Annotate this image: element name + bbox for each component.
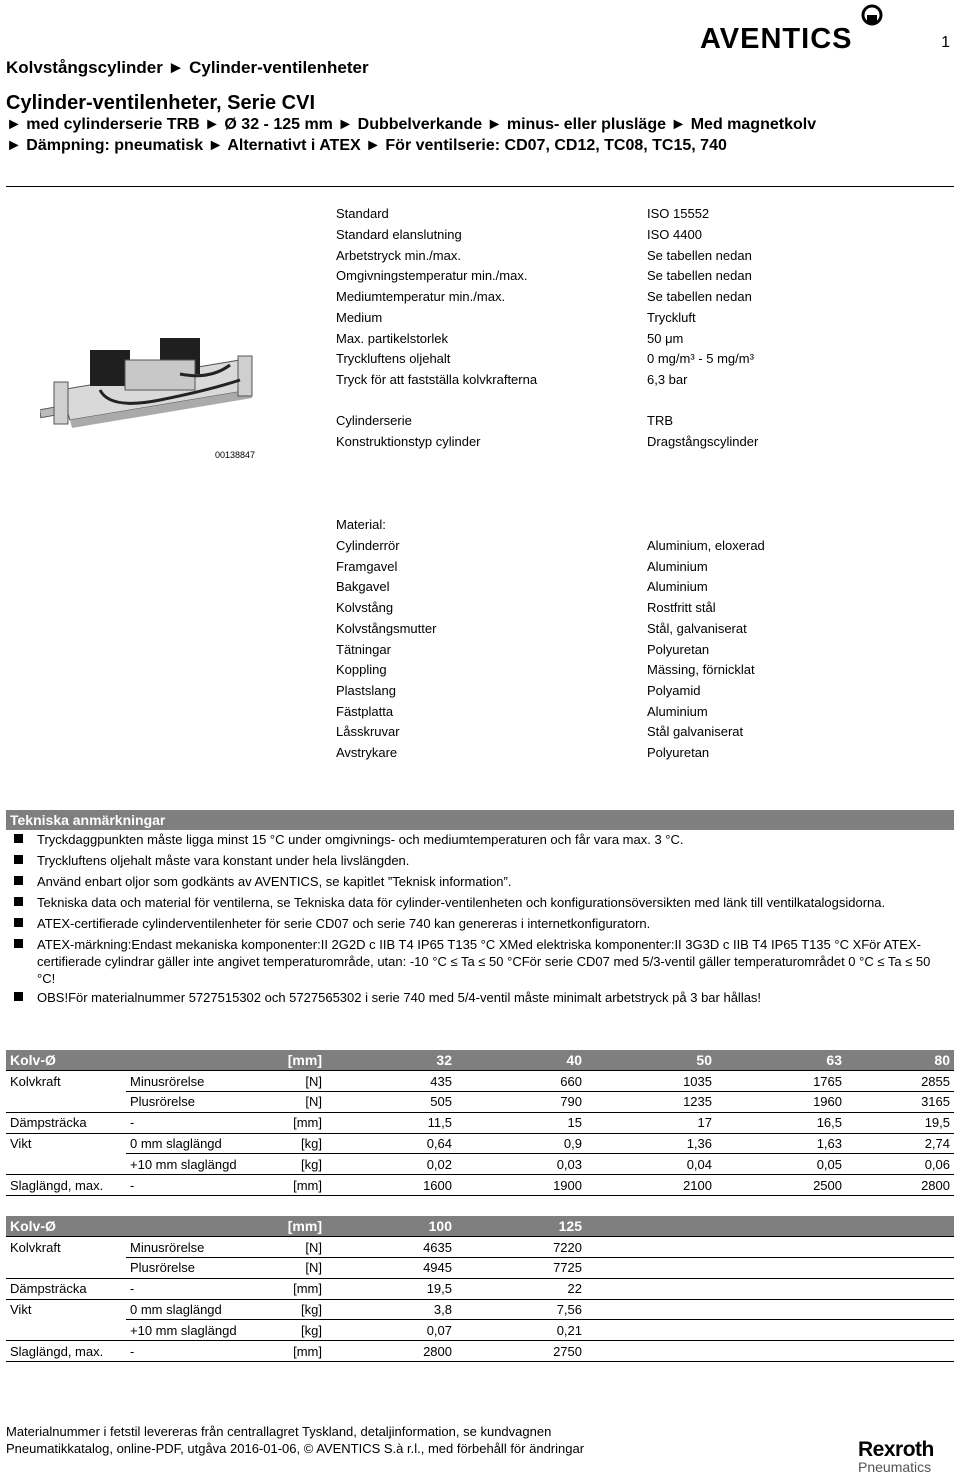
spec-value: Se tabellen nedan xyxy=(647,268,752,284)
spec-label: Arbetstryck min./max. xyxy=(336,247,461,263)
table-cell xyxy=(846,1341,954,1362)
table-cell: Kolvkraft xyxy=(10,1073,61,1089)
note-text: Tryckdaggpunkten måste ligga minst 15 °C under omgivnings- och mediumtemperaturen och får vara max. 3 °C. xyxy=(37,832,684,847)
bullet-icon xyxy=(14,939,23,948)
subtitle-line-2: ► Dämpning: pneumatisk ► Alternativt i ATEX ► För ventilserie: CD07, CD12, TC08, TC15, 740 xyxy=(6,137,727,154)
table-cell: 0,03 xyxy=(456,1154,586,1175)
table-cell: 435 xyxy=(326,1071,456,1092)
table-header-cell: 50 xyxy=(586,1050,716,1071)
table-cell: [N] xyxy=(256,1258,326,1279)
table-row xyxy=(6,1092,954,1113)
table-cell: 2800 xyxy=(846,1175,954,1196)
table-header-row xyxy=(6,1050,954,1071)
table-cell xyxy=(846,1237,954,1258)
spec-value: Rostfritt stål xyxy=(647,600,716,616)
table-cell: 505 xyxy=(326,1092,456,1113)
table-row xyxy=(6,1341,954,1362)
spec-value: Aluminium xyxy=(647,579,708,595)
table-header-cell xyxy=(846,1216,954,1237)
note-item xyxy=(14,831,940,848)
table-cell: 0,02 xyxy=(326,1154,456,1175)
table-cell: [N] xyxy=(256,1237,326,1258)
table-cell xyxy=(716,1237,846,1258)
spec-label: Bakgavel xyxy=(336,579,390,595)
spec-label: Avstrykare xyxy=(336,745,398,760)
table-cell: 0,64 xyxy=(326,1133,456,1154)
table-cell xyxy=(846,1258,954,1279)
table-header-cell: 80 xyxy=(846,1050,954,1071)
rexroth-logo: Rexroth xyxy=(858,1438,934,1461)
table-cell: Minusrörelse xyxy=(126,1071,256,1092)
note-text: Tekniska data och material för ventilerna, se Tekniska data för cylinder-ventilenheten och konfigurationsöversikten med länk till ventilkatalogsidorna. xyxy=(37,895,886,910)
header-divider xyxy=(6,186,954,187)
note-text: ATEX-märkning:Endast mekaniska komponenter:II 2G2D c IIB T4 IP65 T135 °C XMed elektriska komponenter:II 3G3D c IIB T4 IP65 T135 °C XFör ATEX-certifierade cylindrar gäller inte angivet temperaturområde, utan: -10 °C ≤ Ta ≤ 50 °CFör serie CD07 med 5/3-ventil gäller temperaturområdet 0 °C ≤ Ta ≤ 50 °C! xyxy=(37,937,931,986)
footer-line-1: Materialnummer i fetstil levereras från centrallagret Tyskland, detaljinformation, se kundvagnen xyxy=(6,1424,552,1439)
spec-value: Se tabellen nedan xyxy=(647,247,752,263)
note-item xyxy=(14,873,940,890)
table-header-cell xyxy=(716,1216,846,1237)
table-cell: 16,5 xyxy=(716,1112,846,1133)
table-cell xyxy=(846,1278,954,1299)
table-row xyxy=(6,1320,954,1341)
spec-label: Fästplatta xyxy=(336,703,394,719)
spec-value: Stål, galvaniserat xyxy=(647,620,747,636)
table-cell: 1960 xyxy=(716,1092,846,1113)
table-cell: 1,36 xyxy=(586,1133,716,1154)
table-cell xyxy=(846,1320,954,1341)
table-cell xyxy=(586,1237,716,1258)
table-cell xyxy=(846,1299,954,1320)
data-table-1 xyxy=(6,1050,954,1196)
table-cell xyxy=(586,1258,716,1279)
table-cell: 22 xyxy=(456,1278,586,1299)
spec-value: Polyamid xyxy=(647,682,701,698)
table-cell xyxy=(6,1320,126,1341)
table-cell: Plusrörelse xyxy=(126,1092,256,1113)
table-cell: 15 xyxy=(456,1112,586,1133)
table-header-cell: 125 xyxy=(456,1216,586,1237)
note-text: ATEX-certifierade cylinderventilenheter för serie CD07 och serie 740 kan genereras i internetkonfiguratorn. xyxy=(37,916,651,931)
spec-label: Max. partikelstorlek xyxy=(336,330,448,346)
table-cell: 0,06 xyxy=(846,1154,954,1175)
table-cell: +10 mm slaglängd xyxy=(126,1320,256,1341)
spec-label: Framgavel xyxy=(336,558,398,574)
spec-value: Tryckluft xyxy=(647,309,696,325)
product-photo xyxy=(40,320,280,440)
table-cell: [mm] xyxy=(256,1112,326,1133)
spec-value: ISO 15552 xyxy=(647,206,710,221)
table-cell: 2800 xyxy=(326,1341,456,1362)
spec-value: Dragstångscylinder xyxy=(647,434,759,449)
table-cell: Vikt xyxy=(10,1302,32,1318)
table-cell: [N] xyxy=(256,1092,326,1113)
table-row xyxy=(6,1258,954,1279)
table-header-cell: Kolv-Ø xyxy=(6,1216,126,1237)
table-cell: 19,5 xyxy=(326,1278,456,1299)
table-row xyxy=(6,1175,954,1196)
table-header-cell xyxy=(586,1216,716,1237)
table-cell: Dämpsträcka xyxy=(6,1278,126,1299)
spec-value: 6,3 bar xyxy=(647,372,688,387)
note-text: OBS!För materialnummer 5727515302 och 5727565302 i serie 740 med 5/4-ventil måste minimalt arbetstryck på 3 bar hållas! xyxy=(37,990,762,1005)
spec-label: Omgivningstemperatur min./max. xyxy=(336,268,528,284)
spec-value: ISO 4400 xyxy=(647,226,702,242)
note-item xyxy=(14,989,940,1006)
table-cell: 7725 xyxy=(456,1258,586,1279)
table-cell xyxy=(586,1320,716,1341)
table-cell: [kg] xyxy=(256,1299,326,1320)
table-cell: Plusrörelse xyxy=(126,1258,256,1279)
table-cell: Slaglängd, max. xyxy=(6,1175,126,1196)
table-cell: [kg] xyxy=(256,1133,326,1154)
photo-id: 00138847 xyxy=(215,450,256,460)
table-cell: [kg] xyxy=(256,1320,326,1341)
table-row xyxy=(6,1154,954,1175)
spec-value: Aluminium xyxy=(647,703,708,719)
note-text: Tryckluftens oljehalt måste vara konstant under hela livslängden. xyxy=(37,853,410,868)
table-cell: 1235 xyxy=(586,1092,716,1113)
table-cell xyxy=(586,1278,716,1299)
spec-label: Standard xyxy=(336,206,389,221)
table-header-cell xyxy=(126,1050,256,1071)
bullet-icon xyxy=(14,897,23,906)
table-header-cell: 40 xyxy=(456,1050,586,1071)
materials-heading: Material: xyxy=(336,517,386,532)
spec-value: Mässing, förnicklat xyxy=(647,662,755,678)
table-header-cell: [mm] xyxy=(256,1050,326,1071)
table-cell: 0,9 xyxy=(456,1133,586,1154)
table-header-cell: Kolv-Ø xyxy=(6,1050,126,1071)
table-cell: [mm] xyxy=(256,1175,326,1196)
spec-value: 50 μm xyxy=(647,330,684,346)
spec-value: 0 mg/m³ - 5 mg/m³ xyxy=(647,351,754,367)
note-item xyxy=(14,894,940,911)
breadcrumb: Kolvstångscylinder ► Cylinder-ventilenheter xyxy=(6,58,369,77)
table-header-row xyxy=(6,1216,954,1237)
spec-label: Låsskruvar xyxy=(336,724,400,740)
bullet-icon xyxy=(14,855,23,864)
table-cell: Kolvkraft xyxy=(10,1239,61,1255)
spec-label: Kolvstångsmutter xyxy=(336,620,437,636)
table-cell: 2500 xyxy=(716,1175,846,1196)
table-cell: 3,8 xyxy=(326,1299,456,1320)
table-cell xyxy=(716,1299,846,1320)
footer-line-2: Pneumatikkatalog, online-PDF, utgåva 2016-01-06, © AVENTICS S.à r.l., med förbehåll för ändringar xyxy=(6,1441,585,1456)
spec-value: TRB xyxy=(647,413,673,428)
logo-text: AVENTICS xyxy=(700,23,853,52)
spec-label: Standard elanslutning xyxy=(336,226,462,242)
table-cell: 1,63 xyxy=(716,1133,846,1154)
table-cell: 0 mm slaglängd xyxy=(126,1133,256,1154)
table-cell: - xyxy=(126,1341,256,1362)
table-cell xyxy=(716,1278,846,1299)
table-cell: 11,5 xyxy=(326,1112,456,1133)
bullet-icon xyxy=(14,876,23,885)
table-cell: 2,74 xyxy=(846,1133,954,1154)
note-text: Använd enbart oljor som godkänts av AVENTICS, se kapitlet ”Teknisk information”. xyxy=(37,874,512,889)
table-cell: Slaglängd, max. xyxy=(6,1341,126,1362)
table-cell xyxy=(716,1258,846,1279)
data-table-2 xyxy=(6,1216,954,1362)
table-cell: 660 xyxy=(456,1071,586,1092)
table-cell: Vikt xyxy=(10,1136,32,1152)
spec-value: Se tabellen nedan xyxy=(647,289,752,304)
table-cell: Dämpsträcka xyxy=(6,1112,126,1133)
spec-label: Konstruktionstyp cylinder xyxy=(336,434,481,449)
table-cell: +10 mm slaglängd xyxy=(126,1154,256,1175)
spec-label: Kolvstång xyxy=(336,600,394,616)
table-cell: 4635 xyxy=(326,1237,456,1258)
table-cell: Minusrörelse xyxy=(126,1237,256,1258)
table-cell: 7220 xyxy=(456,1237,586,1258)
table-cell: 17 xyxy=(586,1112,716,1133)
bullet-icon xyxy=(14,834,23,843)
page-number: 1 xyxy=(941,34,950,51)
spec-label: Mediumtemperatur min./max. xyxy=(336,289,506,304)
table-header-cell: 32 xyxy=(326,1050,456,1071)
pneumatics-label: Pneumatics xyxy=(858,1459,932,1473)
table-cell: 0,07 xyxy=(326,1320,456,1341)
table-header-cell: 63 xyxy=(716,1050,846,1071)
spec-label: Plastslang xyxy=(336,682,396,698)
table-cell: 0,21 xyxy=(456,1320,586,1341)
spec-label: Medium xyxy=(336,309,383,325)
table-cell xyxy=(716,1320,846,1341)
table-cell: - xyxy=(126,1278,256,1299)
table-cell: [mm] xyxy=(256,1341,326,1362)
table-cell: 1035 xyxy=(586,1071,716,1092)
note-item xyxy=(14,852,940,869)
spec-label: Cylinderrör xyxy=(336,538,400,553)
spec-label: Tryckluftens oljehalt xyxy=(336,351,451,367)
table-row xyxy=(6,1133,954,1154)
table-row xyxy=(6,1299,954,1320)
table-cell: - xyxy=(126,1175,256,1196)
spec-value: Aluminium, eloxerad xyxy=(647,538,765,553)
bullet-icon xyxy=(14,918,23,927)
table-cell: 2100 xyxy=(586,1175,716,1196)
table-cell: [N] xyxy=(256,1071,326,1092)
spec-label: Cylinderserie xyxy=(336,413,412,428)
table-cell xyxy=(6,1258,126,1279)
table-cell: [mm] xyxy=(256,1278,326,1299)
page-title: Cylinder-ventilenheter, Serie CVI xyxy=(6,92,315,114)
bullet-icon xyxy=(14,992,23,1001)
table-row xyxy=(6,1278,954,1299)
spec-value: Polyuretan xyxy=(647,745,710,760)
table-cell: 2855 xyxy=(846,1071,954,1092)
aventics-logo xyxy=(700,2,884,57)
table-cell: 2750 xyxy=(456,1341,586,1362)
table-cell xyxy=(6,1092,126,1113)
table-cell xyxy=(716,1341,846,1362)
spec-value: Polyuretan xyxy=(647,641,710,657)
table-cell: 790 xyxy=(456,1092,586,1113)
table-cell: 1600 xyxy=(326,1175,456,1196)
spec-value: Stål galvaniserat xyxy=(647,724,744,740)
table-cell: 0,04 xyxy=(586,1154,716,1175)
table-header-cell: 100 xyxy=(326,1216,456,1237)
table-row xyxy=(6,1071,954,1092)
table-row xyxy=(6,1237,954,1258)
table-cell: 1765 xyxy=(716,1071,846,1092)
table-cell: 0 mm slaglängd xyxy=(126,1299,256,1320)
table-row xyxy=(6,1112,954,1133)
note-item xyxy=(14,915,940,932)
spec-value: Aluminium xyxy=(647,558,708,574)
table-cell: 19,5 xyxy=(846,1112,954,1133)
table-cell xyxy=(6,1154,126,1175)
spec-label: Tätningar xyxy=(336,641,391,657)
table-cell: 0,05 xyxy=(716,1154,846,1175)
note-item xyxy=(14,936,940,987)
table-cell xyxy=(586,1341,716,1362)
notes-heading: Tekniska anmärkningar xyxy=(6,810,954,830)
subtitle-line-1: ► med cylinderserie TRB ► Ø 32 - 125 mm ► Dubbelverkande ► minus- eller plusläge ► Med magnetkolv xyxy=(6,116,817,133)
table-cell: - xyxy=(126,1112,256,1133)
spec-label: Tryck för att fastställa kolvkrafterna xyxy=(336,372,538,387)
table-header-cell: [mm] xyxy=(256,1216,326,1237)
table-cell xyxy=(586,1299,716,1320)
spec-label: Koppling xyxy=(336,662,387,678)
table-cell: 3165 xyxy=(846,1092,954,1113)
table-cell: [kg] xyxy=(256,1154,326,1175)
table-header-cell xyxy=(126,1216,256,1237)
table-cell: 4945 xyxy=(326,1258,456,1279)
table-cell: 1900 xyxy=(456,1175,586,1196)
table-cell: 7,56 xyxy=(456,1299,586,1320)
